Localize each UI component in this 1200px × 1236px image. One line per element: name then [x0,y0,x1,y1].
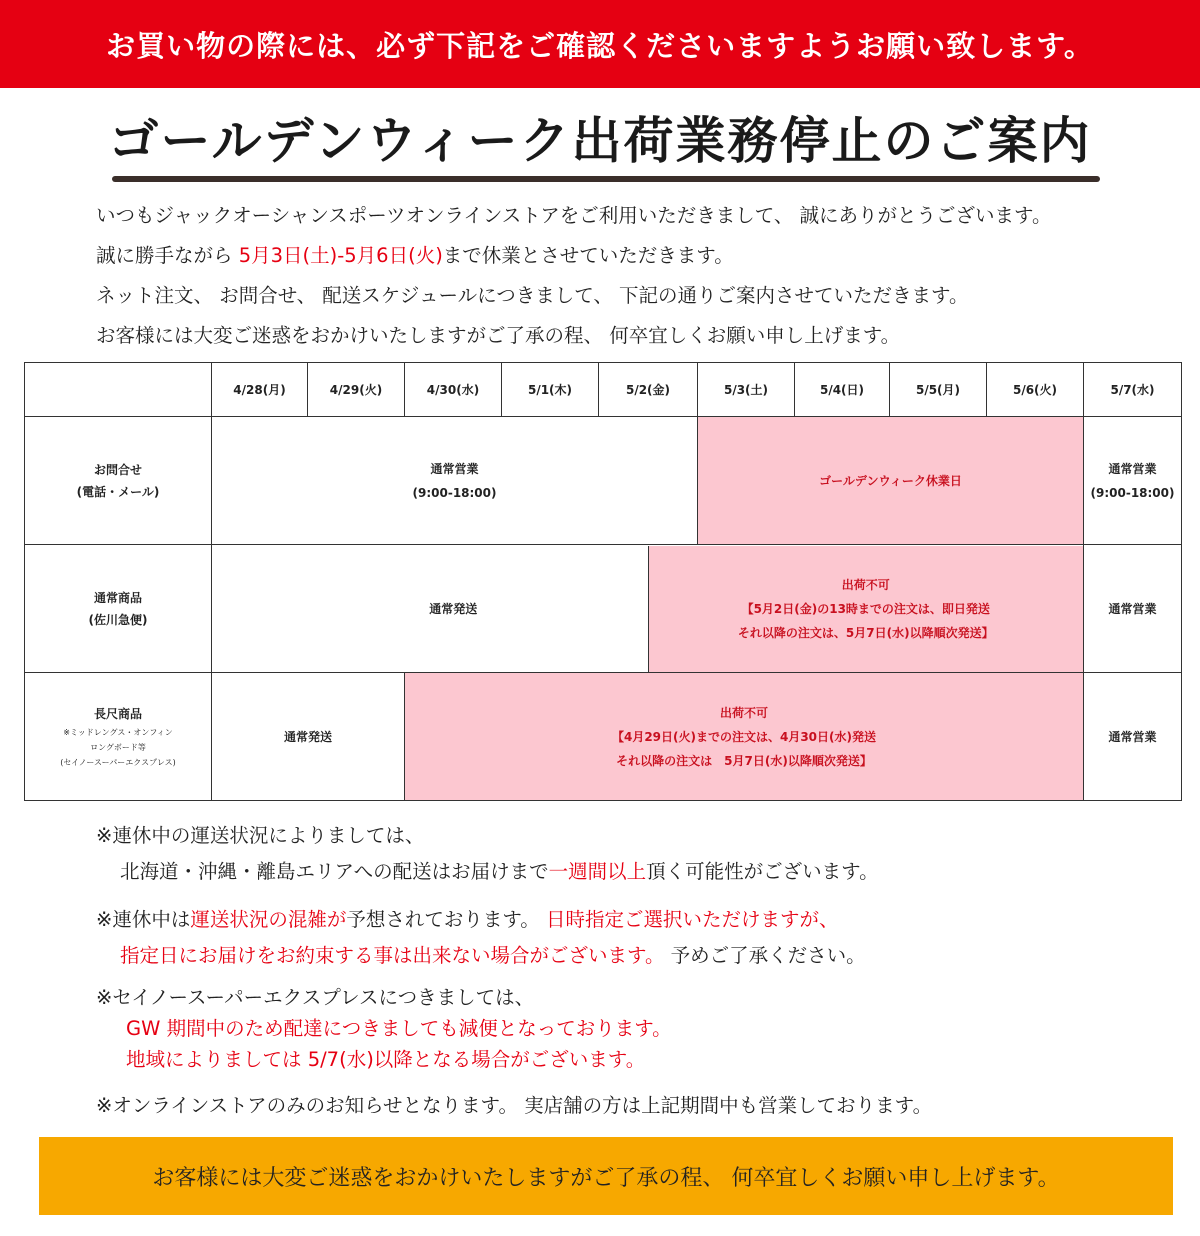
long-stop-title: 出荷不可 [719,705,768,720]
intro-line-2-post: まで休業とさせていただきます。 [442,244,734,267]
inquiry-normal-cell [212,417,698,545]
note-seino [96,982,672,1075]
note-transport [96,818,879,890]
date-header: 5/6(火) [987,363,1084,417]
regular-normal-cell [212,545,599,673]
schedule-table [24,362,1182,801]
row-label-regular [25,545,212,673]
date-header: 4/30(水) [405,363,502,417]
table-row-inquiry [25,417,1182,545]
note-congestion-red3: 指定日にお届けをお約束する事は出来ない場合がございます。 [120,944,665,967]
top-banner [0,0,1200,88]
note-seino-line2: GW 期間中のため配達につきましても減便となっております。 [126,1017,672,1040]
date-header: 5/5(月) [890,363,987,417]
row-label-inquiry [25,417,212,545]
regular-stop-line1: 【5月2日(金)の13時までの注文は、即日発送 [741,601,990,616]
regular-stop-title: 出荷不可 [841,577,890,592]
regular-stop-cell [649,546,1084,672]
long-stop-cell [405,673,1084,801]
note-congestion-red1: 運送状況の混雑が [190,908,347,931]
top-banner-text: お買い物の際には、必ず下記をご確認くださいますようお願い致します。 [106,28,1094,63]
table-row-regular [25,545,1182,673]
date-header: 5/7(水) [1084,363,1182,417]
holiday-period: 5月3日(土)-5月6日(火) [238,244,443,267]
note-transport-red: 一週間以上 [548,860,647,883]
page-title: ゴールデンウィーク出荷業務停止のご案内 [108,112,1092,170]
table-header-row [25,363,1182,417]
intro-line-3: ネット注文、 お問合せ、 配送スケジュールにつきまして、 下記の通りご案内させていただきます。 [96,284,969,307]
regular-label: 通常商品 [93,590,142,605]
note-online-only [96,1088,932,1124]
date-header: 5/3(土) [698,363,795,417]
note-congestion-red2: 日時指定ご選択いただけますが、 [546,908,839,931]
intro-line-1: いつもジャックオーシャンスポーツオンラインストアをご利用いただきまして、 誠にありがとうございます。 [96,204,1052,227]
regular-stop-line2: それ以降の注文は、5月7日(水)以降順次発送】 [737,625,994,640]
note-congestion-post: 予めご了承ください。 [664,944,866,967]
long-label: 長尺商品 [93,707,142,721]
inquiry-sub-label: (電話・メール) [76,484,160,499]
bottom-banner-text: お客様には大変ご迷惑をおかけいたしますがご了承の程、 何卒宜しくお願い申し上げます。 [152,1165,1060,1191]
regular-after-text: 通常営業 [1108,601,1157,616]
inquiry-after-cell [1084,417,1182,545]
note-transport-pre: 北海道・沖縄・離島エリアへの配送はお届けまで [120,860,549,883]
row-label-long [25,673,212,801]
note-seino-line1: ※セイノースーパーエクスプレスにつきましては、 [96,986,535,1009]
intro-text [96,196,1156,356]
intro-line-4: お客様には大変ご迷惑をおかけいたしますがご了承の程、 何卒宜しくお願い申し上げます。 [96,324,901,347]
long-after-cell [1084,673,1182,801]
note-congestion-line2 [96,938,866,974]
inquiry-holiday-text: ゴールデンウィーク休業日 [819,473,962,488]
intro-line-2 [96,236,1156,276]
note-transport-post: 頂く可能性がございます。 [646,860,879,883]
long-note-1: ※ミッドレングス・オンフィン [63,728,173,737]
note-congestion-b: 予想されております。 [346,908,546,931]
regular-stop-flex [599,546,1084,672]
long-note-3: (セイノースーパーエクスプレス) [60,758,176,767]
regular-normal-wrap [260,597,647,621]
date-header: 4/29(火) [308,363,405,417]
inquiry-normal-line2: (9:00-18:00) [412,485,497,500]
inquiry-after-line2: (9:00-18:00) [1090,485,1175,500]
regular-after-cell [1084,545,1182,673]
title-underline [112,176,1100,182]
intro-line-2-pre: 誠に勝手ながら [96,244,239,267]
date-header: 5/2(金) [599,363,698,417]
regular-sub-label: (佐川急便) [88,612,148,627]
date-header: 5/4(日) [795,363,890,417]
long-stop-line2: それ以降の注文は 5月7日(水)以降順次発送】 [616,753,872,768]
inquiry-after-line1: 通常営業 [1108,461,1157,476]
long-note-2: ロングボード等 [90,743,146,752]
long-after-text: 通常営業 [1108,729,1157,744]
inquiry-normal-line1: 通常営業 [430,461,479,476]
date-header: 4/28(月) [212,363,308,417]
long-stop-line1: 【4月29日(火)までの注文は、4月30日(水)発送 [611,729,877,744]
note-seino-line3: 地域によりましては 5/7(水)以降となる場合がございます。 [126,1048,646,1071]
note-transport-line2 [96,854,879,890]
table-row-long [25,673,1182,801]
regular-normal-text: 通常発送 [429,601,478,616]
regular-stop-wrap [599,545,1084,673]
bottom-banner [39,1137,1173,1215]
note-online-only-text: ※オンラインストアのみのお知らせとなります。 実店舗の方は上記期間中も営業しております。 [96,1094,933,1117]
note-transport-line1: ※連休中の運送状況によりましては、 [96,824,425,847]
long-normal-text: 通常発送 [283,729,332,744]
note-congestion-line1 [96,902,866,938]
inquiry-holiday-cell [698,417,1084,545]
header-blank-cell [25,363,212,417]
inquiry-label: お問合せ [93,462,142,477]
long-normal-cell [212,673,405,801]
note-congestion [96,902,866,974]
date-header: 5/1(木) [502,363,599,417]
note-congestion-a: ※連休中は [96,908,191,931]
